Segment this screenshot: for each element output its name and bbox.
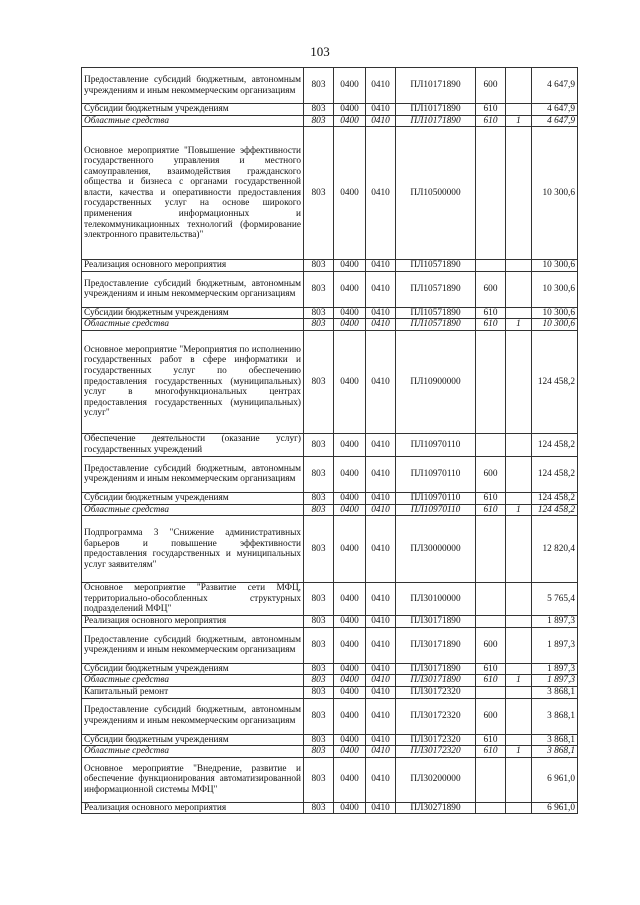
cell-target-article: ПЛ10571890 [396, 319, 476, 331]
row-name: Субсидии бюджетным учреждениям [82, 492, 304, 504]
table-row [82, 802, 578, 814]
cell-amount: 124 458,2 [532, 456, 578, 492]
table-row [82, 583, 578, 616]
row-name: Подпрограмма 3 "Снижение административных барьеров и повышение эффективности предоставления государственных и муниципальных услуг заявителям" [82, 516, 304, 583]
row-name: Основное мероприятие "Мероприятия по исполнению государственных работ в сфере информатики и государственных услуг по обеспечению предоставления государственных (муниципальных) услуг в многофункциональных центрах предоставления государственных (муниципальных) услуг" [82, 330, 304, 433]
cell-subsection: 0410 [366, 686, 396, 698]
cell-section: 0400 [334, 271, 366, 307]
cell-funding-source [506, 330, 532, 433]
cell-target-article: ПЛ10970110 [396, 433, 476, 456]
cell-amount: 1 897,3 [532, 616, 578, 628]
cell-expense-type: 610 [476, 319, 506, 331]
cell-amount: 124 458,2 [532, 330, 578, 433]
cell-funding-source [506, 757, 532, 802]
cell-subsection: 0410 [366, 663, 396, 675]
cell-grbs: 803 [304, 686, 334, 698]
table-row [82, 433, 578, 456]
row-name: Основное мероприятие "Повышение эффективности государственного управления и местного самоуправления, взаимодействия гражданского общества и бизнеса с органами государственной власти, качества и оперативности предоставления государственных услуг на основе широкого применения информационных и телекоммуникационных технологий (формирование электронного правительства)" [82, 127, 304, 260]
cell-subsection: 0410 [366, 746, 396, 758]
cell-expense-type [476, 616, 506, 628]
cell-grbs: 803 [304, 307, 334, 319]
cell-section: 0400 [334, 675, 366, 687]
cell-subsection: 0410 [366, 115, 396, 127]
cell-target-article: ПЛ10571890 [396, 307, 476, 319]
cell-target-article: ПЛ10900000 [396, 330, 476, 433]
cell-expense-type: 610 [476, 492, 506, 504]
cell-funding-source [506, 802, 532, 814]
cell-target-article: ПЛ30171890 [396, 663, 476, 675]
table-row [82, 271, 578, 307]
cell-section: 0400 [334, 104, 366, 116]
cell-amount: 10 300,6 [532, 319, 578, 331]
cell-amount: 1 897,3 [532, 663, 578, 675]
cell-subsection: 0410 [366, 104, 396, 116]
row-name: Предоставление субсидий бюджетным, автономным учреждениям и иным некоммерческим организациям [82, 698, 304, 734]
table-row [82, 307, 578, 319]
table-row [82, 127, 578, 260]
cell-subsection: 0410 [366, 698, 396, 734]
cell-subsection: 0410 [366, 307, 396, 319]
cell-expense-type: 600 [476, 271, 506, 307]
cell-amount: 4 647,9 [532, 68, 578, 104]
cell-section: 0400 [334, 698, 366, 734]
cell-subsection: 0410 [366, 734, 396, 746]
cell-funding-source [506, 104, 532, 116]
cell-amount: 5 765,4 [532, 583, 578, 616]
cell-subsection: 0410 [366, 319, 396, 331]
cell-funding-source: 1 [506, 675, 532, 687]
cell-amount: 3 868,1 [532, 746, 578, 758]
cell-amount: 3 868,1 [532, 698, 578, 734]
cell-amount: 10 300,6 [532, 127, 578, 260]
cell-section: 0400 [334, 627, 366, 663]
cell-section: 0400 [334, 330, 366, 433]
cell-funding-source [506, 698, 532, 734]
cell-subsection: 0410 [366, 330, 396, 433]
table-row [82, 757, 578, 802]
cell-subsection: 0410 [366, 68, 396, 104]
table-row [82, 627, 578, 663]
cell-expense-type [476, 260, 506, 272]
row-name: Областные средства [82, 504, 304, 516]
cell-section: 0400 [334, 307, 366, 319]
cell-funding-source [506, 583, 532, 616]
cell-amount: 4 647,9 [532, 104, 578, 116]
cell-expense-type: 610 [476, 746, 506, 758]
cell-section: 0400 [334, 686, 366, 698]
row-name: Областные средства [82, 675, 304, 687]
cell-funding-source [506, 492, 532, 504]
row-name: Предоставление субсидий бюджетным, автономным учреждениям и иным некоммерческим организациям [82, 68, 304, 104]
row-name: Субсидии бюджетным учреждениям [82, 307, 304, 319]
cell-expense-type: 610 [476, 675, 506, 687]
cell-grbs: 803 [304, 271, 334, 307]
cell-funding-source [506, 734, 532, 746]
cell-section: 0400 [334, 663, 366, 675]
cell-amount: 124 458,2 [532, 504, 578, 516]
cell-amount: 3 868,1 [532, 686, 578, 698]
cell-funding-source [506, 627, 532, 663]
cell-section: 0400 [334, 260, 366, 272]
cell-amount: 124 458,2 [532, 433, 578, 456]
cell-expense-type [476, 330, 506, 433]
row-name: Предоставление субсидий бюджетным, автономным учреждениям и иным некоммерческим организациям [82, 456, 304, 492]
cell-section: 0400 [334, 734, 366, 746]
cell-funding-source [506, 456, 532, 492]
cell-grbs: 803 [304, 330, 334, 433]
cell-target-article: ПЛ30172320 [396, 734, 476, 746]
cell-grbs: 803 [304, 68, 334, 104]
cell-grbs: 803 [304, 583, 334, 616]
cell-subsection: 0410 [366, 271, 396, 307]
cell-grbs: 803 [304, 616, 334, 628]
cell-target-article: ПЛ30172320 [396, 698, 476, 734]
table-row [82, 492, 578, 504]
cell-target-article: ПЛ10970110 [396, 456, 476, 492]
cell-expense-type: 610 [476, 734, 506, 746]
cell-section: 0400 [334, 127, 366, 260]
table-row [82, 68, 578, 104]
cell-target-article: ПЛ10171890 [396, 104, 476, 116]
row-name: Капитальный ремонт [82, 686, 304, 698]
cell-subsection: 0410 [366, 516, 396, 583]
row-name: Основное мероприятие "Внедрение, развитие и обеспечение функционирования автоматизированной информационной системы МФЦ" [82, 757, 304, 802]
cell-funding-source [506, 433, 532, 456]
cell-expense-type: 610 [476, 663, 506, 675]
cell-grbs: 803 [304, 115, 334, 127]
table-row [82, 330, 578, 433]
cell-subsection: 0410 [366, 456, 396, 492]
table-row [82, 734, 578, 746]
table-row [82, 260, 578, 272]
cell-grbs: 803 [304, 492, 334, 504]
table-row [82, 616, 578, 628]
cell-funding-source: 1 [506, 319, 532, 331]
table-body [82, 68, 578, 814]
row-name: Предоставление субсидий бюджетным, автономным учреждениям и иным некоммерческим организациям [82, 627, 304, 663]
cell-grbs: 803 [304, 127, 334, 260]
row-name: Субсидии бюджетным учреждениям [82, 734, 304, 746]
cell-grbs: 803 [304, 319, 334, 331]
cell-expense-type: 600 [476, 456, 506, 492]
cell-subsection: 0410 [366, 757, 396, 802]
cell-grbs: 803 [304, 675, 334, 687]
cell-expense-type: 600 [476, 698, 506, 734]
cell-grbs: 803 [304, 698, 334, 734]
cell-funding-source [506, 663, 532, 675]
cell-section: 0400 [334, 492, 366, 504]
cell-section: 0400 [334, 802, 366, 814]
cell-section: 0400 [334, 433, 366, 456]
cell-section: 0400 [334, 616, 366, 628]
cell-subsection: 0410 [366, 675, 396, 687]
cell-target-article: ПЛ30171890 [396, 675, 476, 687]
cell-target-article: ПЛ30171890 [396, 616, 476, 628]
cell-subsection: 0410 [366, 433, 396, 456]
row-name: Субсидии бюджетным учреждениям [82, 663, 304, 675]
cell-section: 0400 [334, 746, 366, 758]
cell-amount: 6 961,0 [532, 802, 578, 814]
table-row [82, 516, 578, 583]
cell-grbs: 803 [304, 456, 334, 492]
cell-amount: 4 647,9 [532, 115, 578, 127]
cell-target-article: ПЛ30100000 [396, 583, 476, 616]
cell-expense-type: 600 [476, 68, 506, 104]
cell-section: 0400 [334, 319, 366, 331]
cell-expense-type: 610 [476, 307, 506, 319]
table-row [82, 504, 578, 516]
cell-grbs: 803 [304, 802, 334, 814]
cell-amount: 6 961,0 [532, 757, 578, 802]
table-row [82, 319, 578, 331]
row-name: Основное мероприятие "Развитие сети МФЦ, территориально-обособленных структурных подразделений МФЦ" [82, 583, 304, 616]
row-name: Реализация основного мероприятия [82, 802, 304, 814]
cell-amount: 3 868,1 [532, 734, 578, 746]
cell-subsection: 0410 [366, 504, 396, 516]
cell-expense-type: 610 [476, 104, 506, 116]
cell-amount: 12 820,4 [532, 516, 578, 583]
cell-subsection: 0410 [366, 583, 396, 616]
cell-target-article: ПЛ10171890 [396, 115, 476, 127]
cell-section: 0400 [334, 68, 366, 104]
table-row [82, 698, 578, 734]
cell-expense-type [476, 127, 506, 260]
cell-funding-source: 1 [506, 746, 532, 758]
cell-target-article: ПЛ30172320 [396, 686, 476, 698]
cell-funding-source [506, 516, 532, 583]
cell-subsection: 0410 [366, 616, 396, 628]
cell-subsection: 0410 [366, 492, 396, 504]
cell-target-article: ПЛ30000000 [396, 516, 476, 583]
budget-table [81, 67, 578, 814]
cell-target-article: ПЛ10571890 [396, 260, 476, 272]
cell-grbs: 803 [304, 504, 334, 516]
cell-subsection: 0410 [366, 627, 396, 663]
cell-target-article: ПЛ10171890 [396, 68, 476, 104]
table-row [82, 746, 578, 758]
cell-grbs: 803 [304, 104, 334, 116]
cell-funding-source [506, 616, 532, 628]
table-row [82, 104, 578, 116]
cell-section: 0400 [334, 757, 366, 802]
cell-grbs: 803 [304, 516, 334, 583]
cell-funding-source [506, 68, 532, 104]
cell-expense-type [476, 516, 506, 583]
cell-subsection: 0410 [366, 127, 396, 260]
cell-amount: 1 897,3 [532, 627, 578, 663]
cell-target-article: ПЛ10970110 [396, 504, 476, 516]
cell-subsection: 0410 [366, 260, 396, 272]
cell-target-article: ПЛ30271890 [396, 802, 476, 814]
table-row [82, 675, 578, 687]
cell-expense-type: 600 [476, 627, 506, 663]
cell-grbs: 803 [304, 433, 334, 456]
cell-section: 0400 [334, 504, 366, 516]
row-name: Предоставление субсидий бюджетным, автономным учреждениям и иным некоммерческим организациям [82, 271, 304, 307]
page-number: 103 [310, 44, 330, 59]
cell-target-article: ПЛ30172320 [396, 746, 476, 758]
cell-grbs: 803 [304, 746, 334, 758]
row-name: Областные средства [82, 746, 304, 758]
table-row [82, 686, 578, 698]
cell-target-article: ПЛ10571890 [396, 271, 476, 307]
cell-funding-source: 1 [506, 115, 532, 127]
cell-section: 0400 [334, 583, 366, 616]
cell-funding-source [506, 127, 532, 260]
cell-expense-type: 610 [476, 504, 506, 516]
cell-section: 0400 [334, 456, 366, 492]
row-name: Реализация основного мероприятия [82, 260, 304, 272]
cell-grbs: 803 [304, 757, 334, 802]
row-name: Субсидии бюджетным учреждениям [82, 104, 304, 116]
cell-funding-source [506, 260, 532, 272]
row-name: Реализация основного мероприятия [82, 616, 304, 628]
row-name: Областные средства [82, 319, 304, 331]
table-row [82, 115, 578, 127]
cell-target-article: ПЛ30200000 [396, 757, 476, 802]
cell-funding-source [506, 307, 532, 319]
cell-amount: 10 300,6 [532, 260, 578, 272]
cell-expense-type [476, 757, 506, 802]
cell-expense-type: 610 [476, 115, 506, 127]
cell-funding-source [506, 686, 532, 698]
cell-target-article: ПЛ10500000 [396, 127, 476, 260]
cell-amount: 124 458,2 [532, 492, 578, 504]
cell-grbs: 803 [304, 734, 334, 746]
cell-expense-type [476, 802, 506, 814]
cell-target-article: ПЛ10970110 [396, 492, 476, 504]
cell-amount: 1 897,3 [532, 675, 578, 687]
cell-section: 0400 [334, 516, 366, 583]
cell-grbs: 803 [304, 627, 334, 663]
cell-expense-type [476, 686, 506, 698]
cell-expense-type [476, 583, 506, 616]
table-row [82, 456, 578, 492]
cell-subsection: 0410 [366, 802, 396, 814]
cell-funding-source [506, 271, 532, 307]
cell-amount: 10 300,6 [532, 271, 578, 307]
cell-expense-type [476, 433, 506, 456]
cell-section: 0400 [334, 115, 366, 127]
cell-funding-source: 1 [506, 504, 532, 516]
table-row [82, 663, 578, 675]
cell-grbs: 803 [304, 663, 334, 675]
cell-target-article: ПЛ30171890 [396, 627, 476, 663]
cell-grbs: 803 [304, 260, 334, 272]
row-name: Обеспечение деятельности (оказание услуг) государственных учреждений [82, 433, 304, 456]
row-name: Областные средства [82, 115, 304, 127]
cell-amount: 10 300,6 [532, 307, 578, 319]
